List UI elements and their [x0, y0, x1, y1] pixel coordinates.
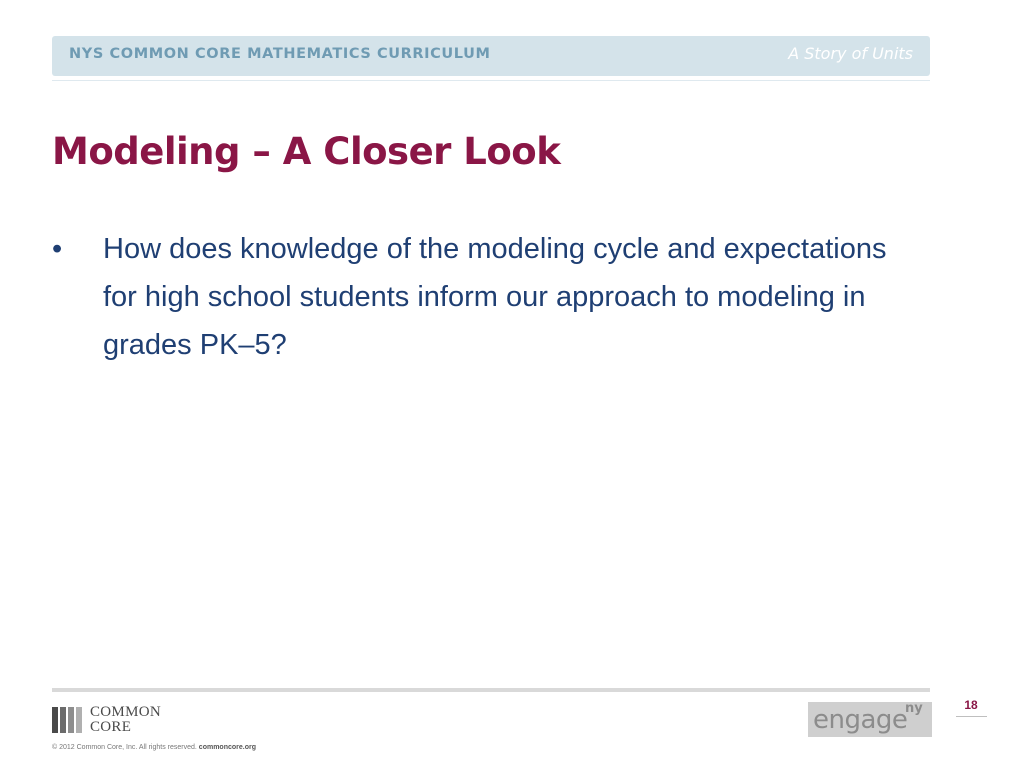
engage-ny-logo — [808, 702, 932, 737]
header-bar — [52, 36, 930, 76]
story-label: A Story of Units — [788, 44, 913, 63]
common-core-bars-icon — [52, 707, 84, 733]
slide-title: Modeling – A Closer Look — [52, 130, 561, 173]
copyright-text — [52, 744, 256, 751]
common-core-logo — [52, 705, 192, 735]
page-number: 18 — [964, 698, 978, 712]
common-core-wordmark: COMMON CORE — [90, 704, 161, 735]
header-divider — [52, 80, 930, 81]
bullet-text: How does knowledge of the modeling cycle and expectations for high school students inform our approach to modeling in grades PK–5? — [103, 233, 887, 361]
engage-ny-superscript: ny — [905, 701, 923, 716]
page-number-underline — [956, 716, 987, 717]
footer-divider — [52, 688, 930, 692]
copyright-notice: © 2012 Common Core, Inc. All rights reserved. — [52, 744, 197, 751]
bullet-list — [52, 225, 912, 369]
engage-wordmark: engage — [813, 705, 908, 735]
curriculum-label: NYS COMMON CORE MATHEMATICS CURRICULUM — [69, 46, 491, 62]
copyright-link: commoncore.org — [198, 744, 256, 751]
bullet-icon: • — [52, 233, 63, 265]
bullet-item — [52, 225, 912, 369]
